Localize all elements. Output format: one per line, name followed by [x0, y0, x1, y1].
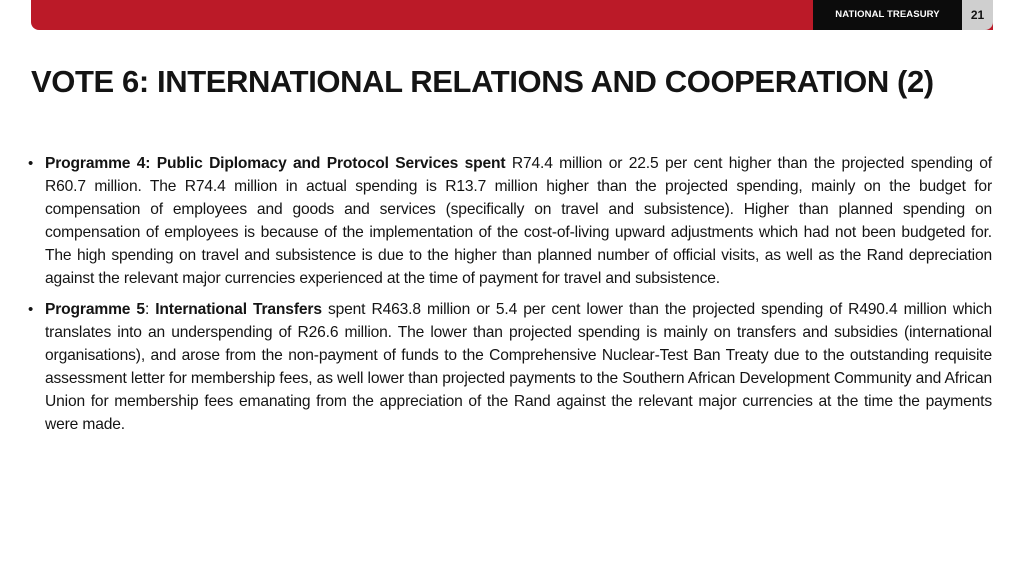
bullet-programme-5 — [28, 298, 992, 436]
slide-title: VOTE 6: INTERNATIONAL RELATIONS AND COOPERATION (2) — [31, 64, 934, 99]
brand-label: NATIONAL TREASURY — [813, 0, 962, 30]
bullet-separator: : — [144, 301, 156, 318]
bullet-lead: Programme 5 — [45, 301, 145, 318]
page-number: 21 — [962, 0, 993, 30]
bullet-lead: Programme 4: Public Diplomacy and Protocol Services spent — [45, 155, 506, 172]
bullet-dot-icon: • — [28, 155, 34, 172]
bullet-text: spent R463.8 million or 5.4 per cent lower than the projected spending of R490.4 million which translates into an underspending of R26.6 million. The lower than projected spending is mainly on transfers and subsidies (international organisations), and arose from the non-payment of funds to the Comprehensive Nuclear-Test Ban Treaty due to the outstanding requisite assessment letter for membership fees, as well lower than projected payments to the Southern African Development Community and African Union for membership fees emanating from the appreciation of the Rand against the relevant major currencies at the time the payments were made. — [45, 301, 992, 433]
bullet-list — [28, 152, 992, 444]
bullet-text: R74.4 million or 22.5 per cent higher than the projected spending of R60.7 million. The R74.4 million in actual spending is R13.7 million higher than the projected spending, mainly on the budget for compensation of employees and goods and services (specifically on travel and subsistence). Higher than planned spending on compensation of employees is because of the implementation of the cost-of-living upward adjustments which had not been budgeted for. The high spending on travel and subsistence is due to the higher than planned number of official visits, as well as the Rand depreciation against the relevant major currencies experienced at the time of payment for travel and subsistence. — [45, 155, 992, 287]
bullet-dot-icon: • — [28, 301, 34, 318]
bullet-programme-4 — [28, 152, 992, 290]
bullet-lead-secondary: International Transfers — [155, 301, 322, 318]
